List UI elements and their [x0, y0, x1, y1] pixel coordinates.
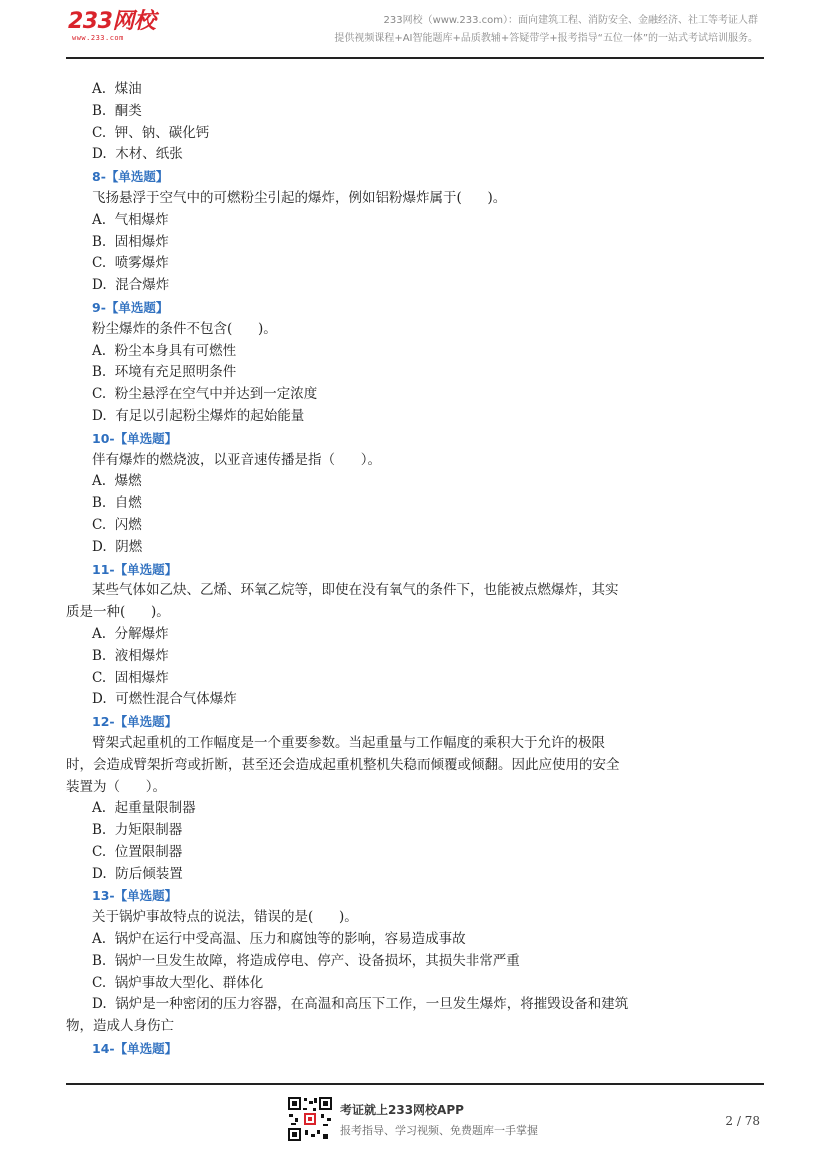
q11-option-d: D. 可燃性混合气体爆炸: [92, 691, 237, 708]
q12-option-c: C. 位置限制器: [92, 843, 183, 860]
q12-stem-line-1: 臂架式起重机的工作幅度是一个重要参数。当起重量与工作幅度的乘积大于允许的极限: [92, 734, 605, 751]
q13-option-d-line-2: 物，造成人身伤亡: [66, 1018, 174, 1035]
q8-stem: 飞扬悬浮于空气中的可燃粉尘引起的爆炸，例如铝粉爆炸属于( )。: [92, 189, 507, 206]
q8-option-d: D. 混合爆炸: [92, 277, 170, 294]
q13-option-d-line-1: D. 锅炉是一种密闭的压力容器，在高温和高压下工作，一旦发生爆炸，将摧毁设备和建筑: [92, 996, 629, 1013]
question-content: [66, 79, 760, 1060]
q12-option-a: A. 起重量限制器: [92, 800, 196, 817]
q12-title: 12-【单选题】: [92, 714, 178, 730]
q9-stem: 粉尘爆炸的条件不包含( )。: [92, 320, 277, 337]
q11-option-b: B. 液相爆炸: [92, 647, 169, 664]
q7-option-c: C. 钾、钠、碳化钙: [92, 124, 210, 141]
q13-title: 13-【单选题】: [92, 888, 178, 904]
q8-option-c: C. 喷雾爆炸: [92, 255, 169, 272]
q10-option-c: C. 闪燃: [92, 516, 142, 533]
q10-stem: 伴有爆炸的燃烧波，以亚音速传播是指（ ）。: [92, 451, 381, 468]
q10-option-d: D. 阴燃: [92, 538, 143, 555]
q12-option-d: D. 防后倾装置: [92, 865, 183, 882]
q13-option-a: A. 锅炉在运行中受高温、压力和腐蚀等的影响，容易造成事故: [92, 931, 466, 948]
q10-title: 10-【单选题】: [92, 430, 178, 446]
q10-option-a: A. 爆燃: [92, 473, 142, 490]
footer-divider: [66, 1083, 764, 1085]
header-divider: [66, 57, 764, 59]
q9-option-d: D. 有足以引起粉尘爆炸的起始能量: [92, 407, 305, 424]
q14-title: 14-【单选题】: [92, 1041, 178, 1057]
q7-option-d: D. 木材、纸张: [92, 146, 183, 163]
q11-option-c: C. 固相爆炸: [92, 669, 169, 686]
q11-stem-line-1: 某些气体如乙炔、乙烯、环氧乙烷等，即使在没有氧气的条件下，也能被点燃爆炸，其实: [92, 582, 619, 599]
tagline-line-1: 233网校（www.233.com）：面向建筑工程、消防安全、金融经济、社工等考证人群: [383, 15, 758, 26]
q9-option-b: B. 环境有充足照明条件: [92, 364, 237, 381]
qr-code-icon: [287, 1096, 333, 1142]
q11-option-a: A. 分解爆炸: [92, 625, 169, 642]
page-number: 2 / 78: [725, 1114, 760, 1128]
header-tagline: [334, 12, 758, 48]
q12-stem-line-2: 时，会造成臂架折弯或折断，甚至还会造成起重机整机失稳而倾覆或倾翻。因此应使用的安全: [66, 756, 620, 773]
q13-stem: 关于锅炉事故特点的说法，错误的是( )。: [92, 909, 358, 926]
q9-option-a: A. 粉尘本身具有可燃性: [92, 342, 237, 359]
q9-option-c: C. 粉尘悬浮在空气中并达到一定浓度: [92, 386, 318, 403]
q10-option-b: B. 自燃: [92, 495, 142, 512]
q8-option-a: A. 气相爆炸: [92, 211, 169, 228]
site-logo: [68, 10, 178, 46]
q7-option-a: A. 煤油: [92, 81, 142, 97]
q12-stem-line-3: 装置为（ ）。: [66, 778, 166, 795]
q12-option-b: B. 力矩限制器: [92, 822, 183, 839]
footer-app-subtitle: 报考指导、学习视频、免费题库一手掌握: [340, 1124, 538, 1137]
q11-stem-line-2: 质是一种( )。: [66, 604, 170, 621]
q11-title: 11-【单选题】: [92, 561, 178, 577]
q8-title: 8-【单选题】: [92, 169, 169, 185]
logo-url: www.233.com: [72, 34, 124, 42]
tagline-line-2: 提供视频课程+AI智能题库+品质教辅+答疑带学+报考指导“五位一体”的一站式考试培训服务。: [334, 33, 758, 44]
q13-option-b: B. 锅炉一旦发生故障，将造成停电、停产、设备损坏，其损失非常严重: [92, 952, 520, 969]
q13-option-c: C. 锅炉事故大型化、群体化: [92, 974, 264, 991]
q9-title: 9-【单选题】: [92, 299, 169, 315]
logo-text: 233网校: [68, 9, 156, 34]
footer-app-title: 考证就上233网校APP: [340, 1103, 464, 1117]
q8-option-b: B. 固相爆炸: [92, 233, 169, 250]
q7-option-b: B. 酮类: [92, 102, 142, 119]
